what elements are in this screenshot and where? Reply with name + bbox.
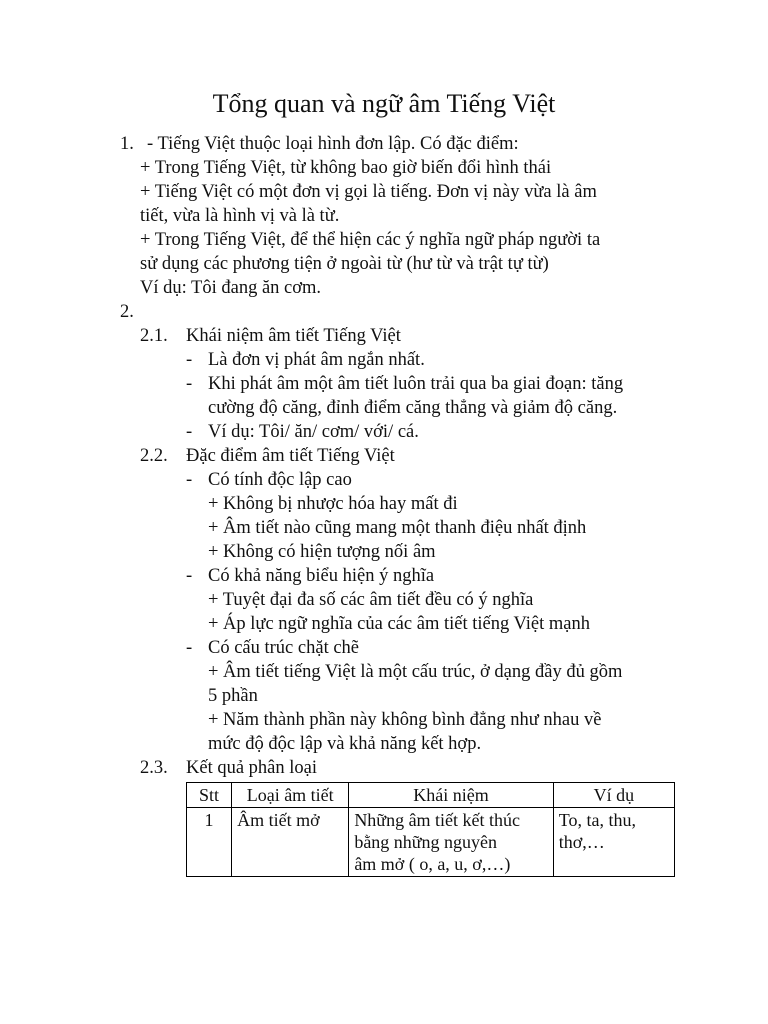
definition-item-1: Là đơn vị phát âm ngắn nhất. (208, 350, 425, 370)
feature-independence-point-2: + Âm tiết nào cũng mang một thanh điệu nhất định (208, 518, 587, 538)
bullet-dash: - (186, 470, 193, 490)
bullet-dash: - (186, 638, 193, 658)
section-1-number: 1. (120, 134, 134, 154)
bullet-dash: - (186, 374, 193, 394)
bullet-dash: - (186, 422, 193, 442)
cell-concept (349, 808, 553, 877)
cell-stt: 1 (187, 808, 232, 877)
section-1-point-3-line-1: + Trong Tiếng Việt, để thể hiện các ý nghĩa ngữ pháp người ta (140, 230, 601, 250)
feature-structure-point-1-line-1: + Âm tiết tiếng Việt là một cấu trúc, ở dạng đầy đủ gồm (208, 662, 623, 682)
column-header-stt: Stt (187, 783, 232, 808)
subsection-2-1-number: 2.1. (140, 326, 168, 346)
feature-structure: Có cấu trúc chặt chẽ (208, 638, 360, 658)
cell-example-line: To, ta, thu, (558, 810, 636, 830)
cell-concept-line: bằng những nguyên (354, 832, 498, 852)
feature-meaning-point-2: + Áp lực ngữ nghĩa của các âm tiết tiếng Việt mạnh (208, 614, 590, 634)
subsection-2-3-number: 2.3. (140, 758, 168, 778)
subsection-2-2-number: 2.2. (140, 446, 168, 466)
feature-structure-point-1-line-2: 5 phần (208, 686, 258, 706)
column-header-example: Ví dụ (553, 783, 674, 808)
feature-meaning: Có khả năng biểu hiện ý nghĩa (208, 566, 435, 586)
section-1-point-2-line-2: tiết, vừa là hình vị và là từ. (140, 206, 340, 226)
bullet-dash: - (186, 566, 193, 586)
cell-concept-line: Những âm tiết kết thúc (354, 810, 521, 830)
feature-independence: Có tính độc lập cao (208, 470, 352, 490)
subsection-2-1-title: Khái niệm âm tiết Tiếng Việt (186, 326, 401, 346)
section-1-point-3-line-2: sử dụng các phương tiện ở ngoài từ (hư từ và trật tự từ) (140, 254, 549, 274)
page-title: Tổng quan và ngữ âm Tiếng Việt (212, 89, 556, 118)
section-1-example: Ví dụ: Tôi đang ăn cơm. (140, 278, 322, 298)
cell-concept-line: âm mở ( o, a, u, ơ,…) (354, 854, 511, 874)
feature-structure-point-2-line-2: mức độ độc lập và khả năng kết hợp. (208, 734, 482, 754)
feature-meaning-point-1: + Tuyệt đại đa số các âm tiết đều có ý nghĩa (208, 590, 534, 610)
subsection-2-3-title: Kết quả phân loại (186, 758, 317, 778)
feature-structure-point-2-line-1: + Năm thành phần này không bình đẳng như nhau về (208, 710, 602, 730)
feature-independence-point-3: + Không có hiện tượng nối âm (208, 542, 436, 562)
section-1-lead: - Tiếng Việt thuộc loại hình đơn lập. Có đặc điểm: (147, 134, 519, 154)
section-1-point-1: + Trong Tiếng Việt, từ không bao giờ biến đổi hình thái (140, 158, 552, 178)
cell-syllable-type: Âm tiết mở (232, 808, 349, 877)
classification-table (186, 782, 675, 877)
feature-independence-point-1: + Không bị nhược hóa hay mất đi (208, 494, 458, 514)
section-1-point-2-line-1: + Tiếng Việt có một đơn vị gọi là tiếng. Đơn vị này vừa là âm (140, 182, 597, 202)
column-header-syllable-type: Loại âm tiết (232, 783, 349, 808)
table-header-row (187, 783, 675, 808)
table-row (187, 808, 675, 877)
cell-example (553, 808, 674, 877)
definition-item-2-line-2: cường độ căng, đỉnh điểm căng thẳng và giảm độ căng. (208, 398, 618, 418)
section-2-number: 2. (120, 302, 134, 322)
cell-example-line: thơ,… (558, 832, 605, 852)
column-header-concept: Khái niệm (349, 783, 553, 808)
subsection-2-2-title: Đặc điểm âm tiết Tiếng Việt (186, 446, 395, 466)
definition-example: Ví dụ: Tôi/ ăn/ cơm/ với/ cá. (208, 422, 419, 442)
definition-item-2-line-1: Khi phát âm một âm tiết luôn trải qua ba giai đoạn: tăng (208, 374, 624, 394)
bullet-dash: - (186, 350, 193, 370)
